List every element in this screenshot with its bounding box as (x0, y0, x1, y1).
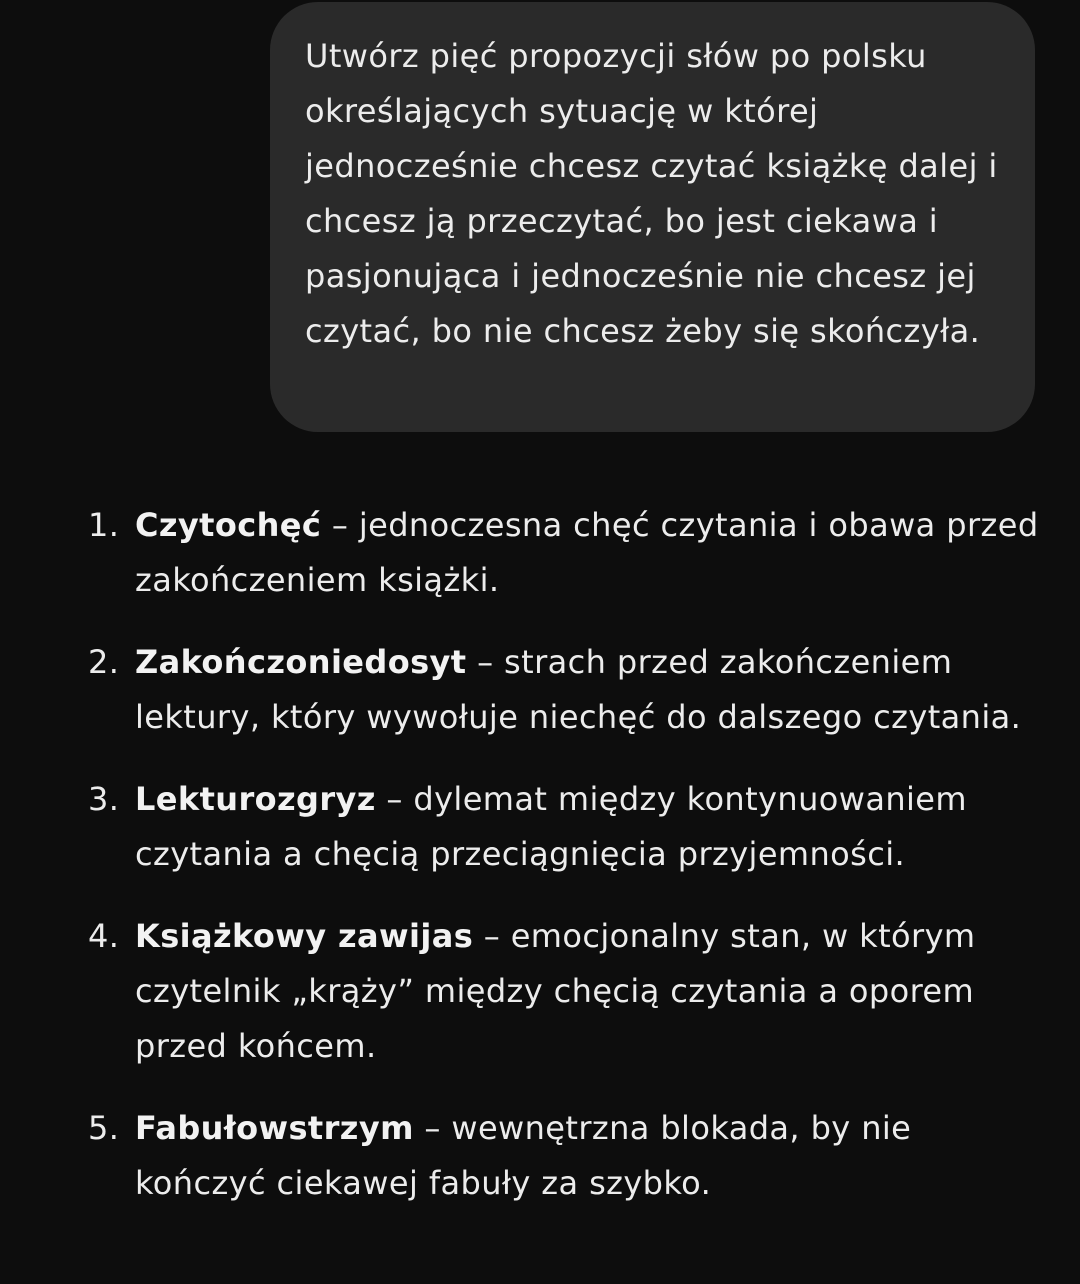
list-item-number: 2. (88, 643, 120, 681)
list-item-term: Lekturozgryz (135, 780, 376, 818)
list-item-term: Fabułowstrzym (135, 1109, 414, 1147)
list-item-term: Czytochęć (135, 506, 322, 544)
list-item (0, 909, 1080, 1074)
list-item-number: 3. (88, 780, 120, 818)
list-item-number: 1. (88, 506, 120, 544)
list-item-description: – dylemat między kontynuowaniem czytania a chęcią przeciągnięcia przyjemności. (135, 780, 967, 873)
list-item-description: – strach przed zakończeniem lektury, który wywołuje niechęć do dalszego czytania. (135, 643, 1022, 736)
list-item (0, 772, 1080, 882)
list-item (0, 1101, 1080, 1211)
user-message-bubble (270, 2, 1035, 432)
assistant-response (0, 498, 1080, 1238)
list-item-term: Zakończoniedosyt (135, 643, 467, 681)
user-message-text: Utwórz pięć propozycji słów po polsku określających sytuację w której jednocześnie chcesz czytać książkę dalej i chcesz ją przeczytać, bo jest ciekawa i pasjonująca i jednocześnie nie chcesz jej czytać, bo nie chcesz żeby się skończyła. (305, 37, 998, 350)
list-item-description: – emocjonalny stan, w którym czytelnik „krąży” między chęcią czytania a oporem przed końcem. (135, 917, 976, 1065)
list-item-number: 5. (88, 1109, 120, 1147)
list-item-description: – wewnętrzna blokada, by nie kończyć ciekawej fabuły za szybko. (135, 1109, 912, 1202)
list-item (0, 498, 1080, 608)
list-item-description: – jednoczesna chęć czytania i obawa przed zakończeniem książki. (135, 506, 1039, 599)
list-item (0, 635, 1080, 745)
list-item-number: 4. (88, 917, 120, 955)
list-item-term: Książkowy zawijas (135, 917, 474, 955)
